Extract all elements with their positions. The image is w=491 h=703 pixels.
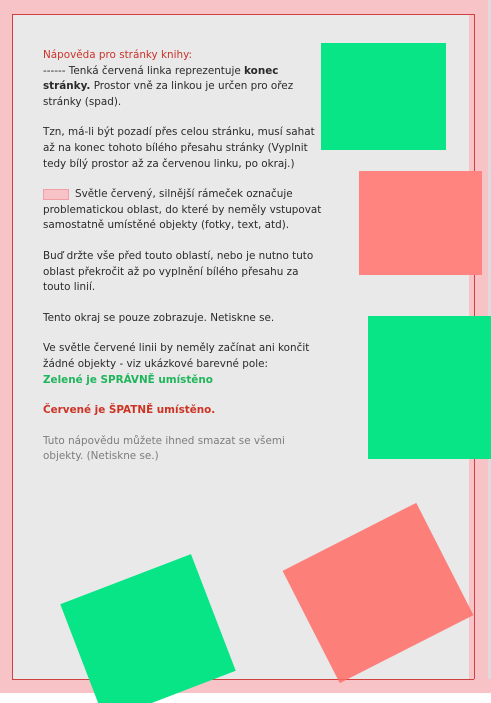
bleed-zone-bottom — [0, 679, 491, 693]
help-paragraph-6: Ve světle červené linii by neměly začínat ani končit žádné objekty - viz ukázkové barevné pole: — [43, 342, 310, 370]
bleed-zone-left — [0, 0, 12, 703]
help-p3-text: Světle červený, silnější rámeček označuje problematickou oblast, do které by neměly vstupovat samostatně umístěné objekty (fotky, text, atd). — [43, 188, 322, 232]
help-paragraph-7: Tuto nápovědu můžete ihned smazat se všemi objekty. (Netiskne se.) — [43, 434, 285, 463]
help-p1-bold: konec stránky. — [43, 64, 279, 93]
page-gap — [0, 693, 491, 703]
bleed-swatch-icon — [43, 189, 69, 200]
help-p1-prefix: ------ Tenká červená linka reprezentuje — [43, 64, 245, 77]
help-paragraph-3 — [43, 187, 323, 234]
green-correct-box-right[interactable] — [368, 316, 491, 459]
help-paragraph-1 — [43, 64, 323, 111]
red-wrong-box-middle[interactable] — [359, 171, 482, 275]
page-edge-top-line — [12, 14, 474, 15]
correct-example-label: Zelené je SPRÁVNĚ umístěno — [43, 373, 213, 386]
wrong-example-label: Červené je ŠPATNĚ umístěno. — [43, 404, 216, 417]
red-wrong-box-rotated[interactable] — [283, 503, 474, 683]
bleed-zone-top — [0, 0, 491, 14]
help-text-block[interactable] — [43, 48, 323, 480]
help-paragraph-5: Tento okraj se pouze zobrazuje. Netiskne se. — [43, 311, 275, 324]
page-edge-left-line — [12, 14, 13, 679]
help-paragraph-2: Tzn, má-li být pozadí přes celou stránku, musí sahat až na konec tohoto bílého přesahu stránky (Vyplnit tedy bílý prostor až za červenou linku, po okraj.) — [43, 126, 315, 170]
help-paragraph-4: Buď držte vše před touto oblastí, nebo je nutno tuto oblast překročit až po vyplnění bílého přesahu za touto linií. — [43, 249, 314, 294]
help-p1-rest: Prostor vně za linkou je určen pro ořez stránky (spad). — [43, 80, 294, 108]
help-title: Nápověda pro stránky knihy: — [43, 49, 192, 61]
page-edge-bottom-line — [12, 679, 474, 680]
green-correct-box-top[interactable] — [321, 43, 446, 150]
